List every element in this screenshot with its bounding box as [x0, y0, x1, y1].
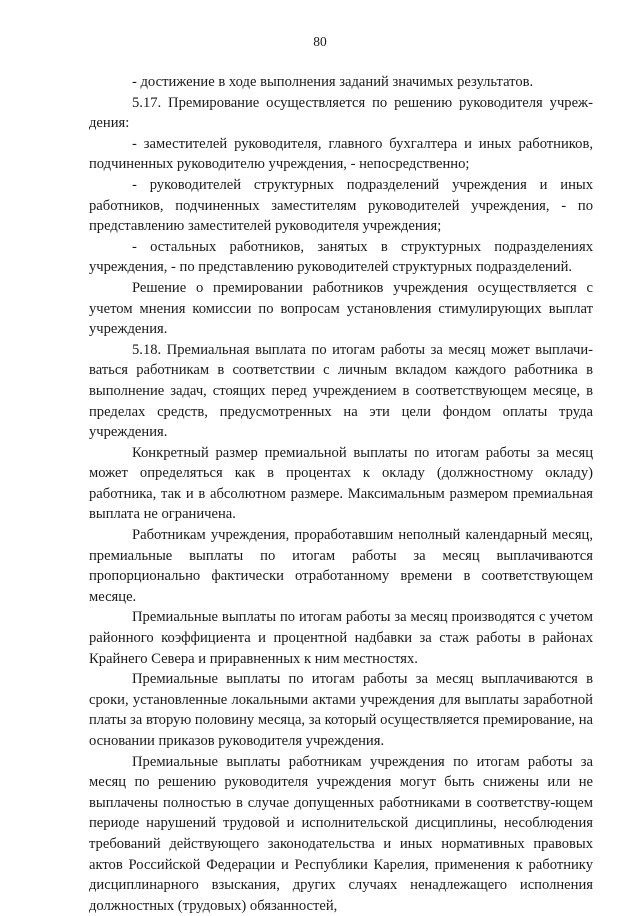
page-number: 80	[313, 34, 327, 49]
paragraph: Премиальные выплаты по итогам работы за месяц производятся с учетом районного коэффициента и процентной надбавки за стаж работы в районах Крайнего Севера и приравненных к ним местностях.	[89, 609, 593, 667]
paragraph: Премиальные выплаты работникам учреждения по итогам работы за месяц по решению руководителя учреждения могут быть снижены или не выплачены полностью в случае допущенных работниками в соответству-ющем периоде нарушений трудовой и исполнительской дисциплины, несоблюдения требований действующего законодательства и иных нормативных правовых актов Российской Федерации и Республики Карелия, применения к работнику дисциплинарного взыскания, других случаях ненадлежащего исполнения должностных (трудовых) обязанностей,	[89, 753, 593, 914]
document-body	[89, 72, 593, 916]
paragraph: 5.18. Премиальная выплата по итогам работы за месяц может выплачи-ваться работникам в соответствии с личным вкладом каждого работника в выполнение задач, стоящих перед учреждением в соответствующем месяце, в пределах средств, предусмотренных на эти цели фондом оплаты труда учреждения.	[89, 341, 593, 441]
paragraph: - заместителей руководителя, главного бухгалтера и иных работников, подчиненных руководителю учреждения, - непосредственно;	[89, 135, 593, 173]
paragraph: - руководителей структурных подразделений учреждения и иных работников, подчиненных заместителям руководителей учреждения, - по представлению заместителей руководителя учреждения;	[89, 176, 593, 235]
paragraph: Решение о премировании работников учреждения осуществляется с учетом мнения комиссии по вопросам установления стимулирующих выплат учреждения.	[89, 279, 593, 338]
paragraph: Премиальные выплаты по итогам работы за месяц выплачиваются в сроки, установленные локальными актами учреждения для выплаты заработной платы за вторую половину месяца, за который осуществляется премирование, на основании приказов руководителя учреждения.	[89, 671, 593, 749]
paragraph: - остальных работников, занятых в структурных подразделениях учреждения, - по представлению руководителей структурных подразделений.	[89, 238, 593, 276]
paragraph: 5.17. Премирование осуществляется по решению руководителя учреж-дения:	[89, 94, 593, 132]
paragraph: Конкретный размер премиальной выплаты по итогам работы за месяц может определяться как в процентах к окладу (должностному окладу) работника, так и в абсолютном размере. Максимальным размером премиальная выплата не ограничена.	[89, 444, 593, 523]
paragraph: - достижение в ходе выполнения заданий значимых результатов.	[132, 74, 534, 90]
paragraph: Работникам учреждения, проработавшим неполный календарный месяц, премиальные выплаты по итогам работы за месяц выплачиваются пропорционально фактически отработанному времени в соответствующем месяце.	[89, 527, 593, 605]
